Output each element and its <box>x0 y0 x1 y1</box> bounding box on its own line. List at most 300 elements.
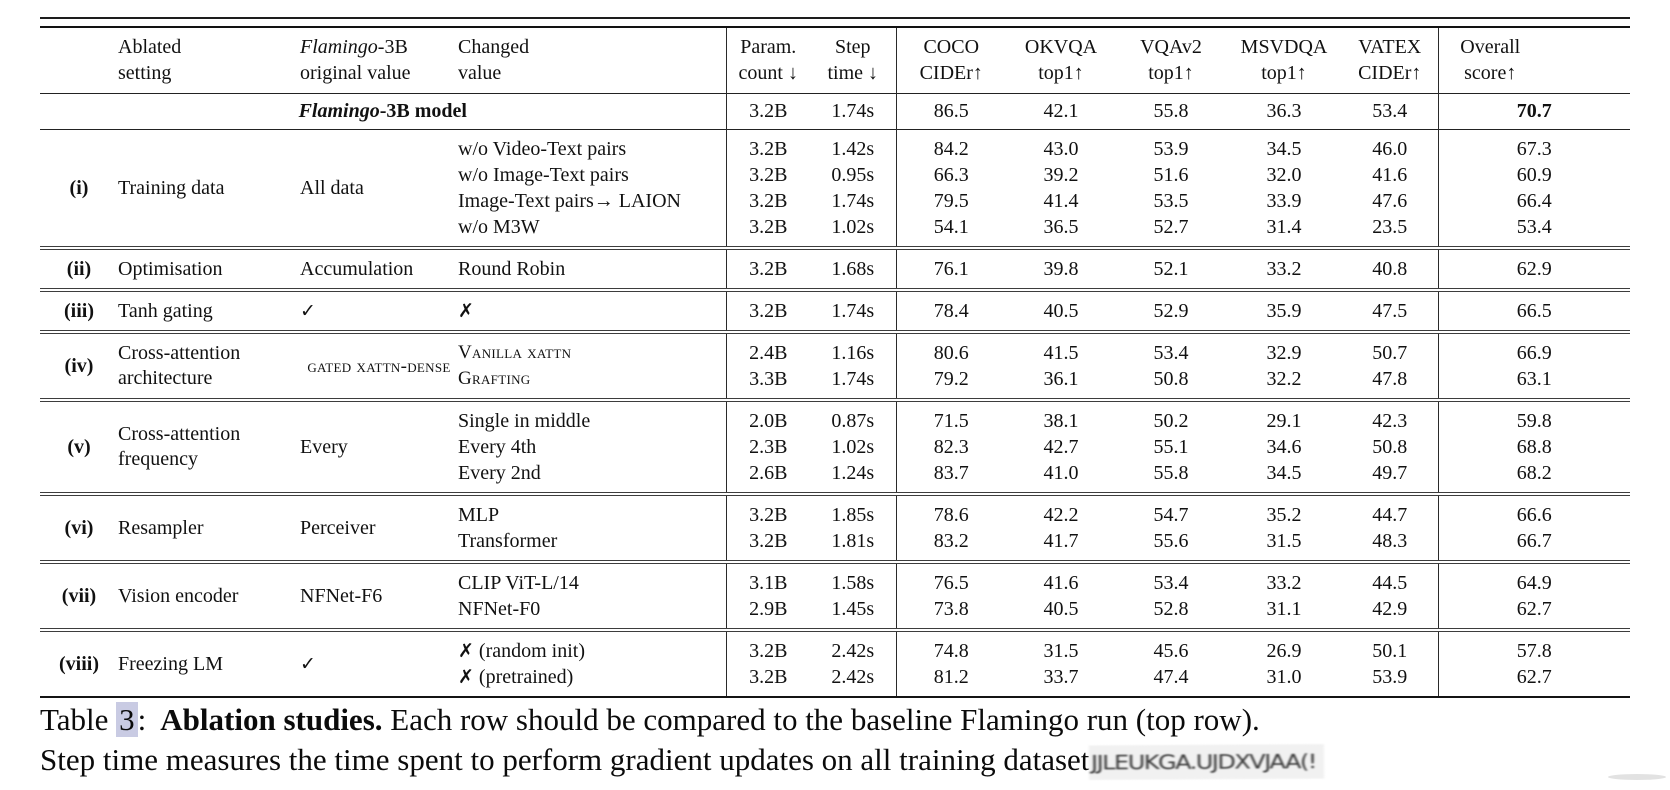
metric-value: 50.7 <box>1372 342 1408 364</box>
metric-value: 52.8 <box>1153 598 1189 620</box>
metric-value: 33.7 <box>1043 666 1079 688</box>
baseline-param: 3.2B <box>726 94 810 130</box>
cell-vatex <box>1342 332 1438 400</box>
header-line: Step <box>834 36 871 58</box>
metric-value: 39.8 <box>1043 258 1079 280</box>
metric-value: 40.5 <box>1043 300 1079 322</box>
cell-original: Perceiver <box>300 516 376 539</box>
metric-value: 76.5 <box>933 572 969 594</box>
caption-text-1: Each row should be compared to the baseline Flamingo run (top row). <box>390 702 1260 737</box>
metric-value: 81.2 <box>933 666 969 688</box>
metric-value: 48.3 <box>1372 530 1408 552</box>
section-row <box>40 400 1630 494</box>
caption-line-1 <box>40 700 1650 740</box>
cell-index: (vii) <box>61 584 97 607</box>
cell-msvdqa <box>1226 332 1342 400</box>
metric-value: 50.2 <box>1153 410 1189 432</box>
baseline-row <box>40 94 1630 130</box>
metric-value: 2.42s <box>831 666 875 688</box>
section-row <box>40 562 1630 630</box>
metric-value: 41.6 <box>1372 164 1408 186</box>
cell-step <box>810 290 896 332</box>
metric-value: 32.9 <box>1266 342 1302 364</box>
metric-value: 2.3B <box>749 436 788 458</box>
cell-okvqa <box>1006 332 1116 400</box>
cell-changed <box>458 248 726 290</box>
changed-value: Round Robin <box>458 258 566 280</box>
changed-value: Transformer <box>458 530 558 552</box>
metric-value: 41.4 <box>1043 190 1079 212</box>
cell-overall <box>1438 290 1630 332</box>
changed-value: CLIP ViT-L/14 <box>458 572 579 594</box>
metric-value: 66.3 <box>933 164 969 186</box>
metric-value: 3.2B <box>749 504 788 526</box>
cell-changed <box>458 290 726 332</box>
section-(iii) <box>40 290 1630 332</box>
cell-overall <box>1438 630 1630 696</box>
metric-value: 0.95s <box>831 164 875 186</box>
metric-value: 55.8 <box>1153 462 1189 484</box>
metric-value: 53.5 <box>1153 190 1189 212</box>
metric-value: 3.2B <box>749 258 788 280</box>
metric-value: 3.2B <box>749 530 788 552</box>
overall-value: 62.7 <box>1516 598 1552 620</box>
header-line: score↑ <box>1464 62 1517 84</box>
metric-value: 1.02s <box>831 216 875 238</box>
header-param <box>726 28 810 94</box>
baseline-body <box>40 94 1630 130</box>
metric-value: 41.6 <box>1043 572 1079 594</box>
metric-value: 31.5 <box>1266 530 1302 552</box>
overall-value: 59.8 <box>1516 410 1552 432</box>
changed-value: Every 2nd <box>458 462 541 484</box>
metric-value: 1.81s <box>831 530 875 552</box>
metric-value: 40.5 <box>1043 598 1079 620</box>
changed-value: Image-Text pairs→ LAION <box>458 190 681 212</box>
section-row <box>40 290 1630 332</box>
cell-step <box>810 130 896 249</box>
changed-value: w/o Video-Text pairs <box>458 138 627 160</box>
cross-icon: ✗ <box>458 300 474 322</box>
metric-value: 53.4 <box>1153 342 1189 364</box>
metric-value: 1.16s <box>831 342 875 364</box>
caption-table-word: Table <box>40 702 109 737</box>
section-(i) <box>40 130 1630 249</box>
cell-okvqa <box>1006 494 1116 562</box>
cell-setting: Vision encoder <box>118 584 239 607</box>
metric-value: 53.9 <box>1372 666 1408 688</box>
cell-step <box>810 494 896 562</box>
header-line: time ↓ <box>827 62 879 84</box>
metric-value: 71.5 <box>933 410 969 432</box>
changed-value: MLP <box>458 504 500 526</box>
header-original <box>300 28 458 94</box>
section-row <box>40 130 1630 249</box>
section-(vii) <box>40 562 1630 630</box>
header-line: COCO <box>923 36 980 58</box>
header-line: setting <box>118 62 172 84</box>
header-vqav2 <box>1116 28 1226 94</box>
metric-value: 82.3 <box>933 436 969 458</box>
cell-index: (i) <box>69 176 89 199</box>
section-(iv) <box>40 332 1630 400</box>
cell-setting: Tanh gating <box>118 299 213 322</box>
metric-value: 54.1 <box>933 216 969 238</box>
metric-value: 41.0 <box>1043 462 1079 484</box>
cell-index: (viii) <box>59 652 99 675</box>
overall-value: 62.9 <box>1516 258 1552 280</box>
overall-value: 64.9 <box>1516 572 1552 594</box>
metric-value: 44.5 <box>1372 572 1408 594</box>
overall-value: 67.3 <box>1516 138 1552 160</box>
metric-value: 83.2 <box>933 530 969 552</box>
header-msvdqa <box>1226 28 1342 94</box>
metric-value: 45.6 <box>1153 640 1189 662</box>
ablation-table <box>40 28 1630 696</box>
caption-line-2 <box>40 740 1650 783</box>
cell-vatex <box>1342 290 1438 332</box>
cell-param <box>726 494 810 562</box>
changed-value: w/o Image-Text pairs <box>458 164 629 186</box>
metric-value: 40.8 <box>1372 258 1408 280</box>
metric-value: 38.1 <box>1043 410 1079 432</box>
cell-vatex <box>1342 494 1438 562</box>
caption-separator: : <box>137 702 147 737</box>
header-okvqa <box>1006 28 1116 94</box>
metric-value: 1.45s <box>831 598 875 620</box>
cell-param <box>726 400 810 494</box>
cell-index: (vi) <box>64 516 94 539</box>
cell-coco <box>896 494 1006 562</box>
cell-original: gated xattn-dense <box>307 355 451 377</box>
cell-overall <box>1438 400 1630 494</box>
cell-coco <box>896 332 1006 400</box>
metric-value: 1.85s <box>831 504 875 526</box>
metric-value: 23.5 <box>1372 216 1408 238</box>
cell-param <box>726 130 810 249</box>
metric-value: 76.1 <box>933 258 969 280</box>
header-changed <box>458 28 726 94</box>
metric-value: 1.74s <box>831 368 875 390</box>
metric-value: 49.7 <box>1372 462 1408 484</box>
metric-value: 1.24s <box>831 462 875 484</box>
cell-overall <box>1438 332 1630 400</box>
metric-value: 2.6B <box>749 462 788 484</box>
header-line: Overall <box>1460 36 1521 58</box>
cell-msvdqa <box>1226 400 1342 494</box>
metric-value: 50.8 <box>1372 436 1408 458</box>
cell-vqav2 <box>1116 332 1226 400</box>
compression-artifact: JJLEUKGA.UJDXVJAA(! <box>1089 744 1324 780</box>
metric-value: 35.2 <box>1266 504 1302 526</box>
section-(v) <box>40 400 1630 494</box>
table-number-link[interactable]: 3 <box>116 702 138 737</box>
metric-value: 51.6 <box>1153 164 1189 186</box>
section-row <box>40 630 1630 696</box>
metric-value: 42.7 <box>1043 436 1079 458</box>
metric-value: 50.1 <box>1372 640 1408 662</box>
cell-coco <box>896 400 1006 494</box>
cell-overall <box>1438 562 1630 630</box>
metric-value: 34.6 <box>1266 436 1302 458</box>
header-setting <box>118 28 300 94</box>
cell-vqav2 <box>1116 130 1226 249</box>
baseline-vatex: 53.4 <box>1372 100 1408 122</box>
overall-value: 60.9 <box>1516 164 1552 186</box>
cell-vqav2 <box>1116 400 1226 494</box>
metric-value: 3.2B <box>749 164 788 186</box>
cell-vqav2 <box>1116 630 1226 696</box>
header-line: top1↑ <box>1261 62 1307 84</box>
cell-step <box>810 562 896 630</box>
cell-setting: Training data <box>118 176 225 199</box>
header-line: CIDEr↑ <box>1358 62 1422 84</box>
overall-value: 66.6 <box>1516 504 1552 526</box>
metric-value: 47.8 <box>1372 368 1408 390</box>
cell-msvdqa <box>1226 630 1342 696</box>
cell-msvdqa <box>1226 130 1342 249</box>
changed-value: Vanilla xattn <box>458 342 572 363</box>
section-(ii) <box>40 248 1630 290</box>
cell-changed <box>458 630 726 696</box>
check-icon: ✓ <box>300 652 316 675</box>
baseline-vqav2: 55.8 <box>1153 100 1189 122</box>
header-line: top1↑ <box>1038 62 1084 84</box>
metric-value: 33.2 <box>1266 572 1302 594</box>
header-idx <box>40 28 118 94</box>
overall-value: 57.8 <box>1516 640 1552 662</box>
cell-vatex <box>1342 400 1438 494</box>
metric-value: 42.3 <box>1372 410 1408 432</box>
metric-value: 55.6 <box>1153 530 1189 552</box>
changed-value: NFNet-F0 <box>458 598 541 620</box>
section-(viii) <box>40 630 1630 696</box>
metric-value: 31.4 <box>1266 216 1302 238</box>
cell-vatex <box>1342 562 1438 630</box>
cell-okvqa <box>1006 130 1116 249</box>
metric-value: 41.5 <box>1043 342 1079 364</box>
cell-vatex <box>1342 130 1438 249</box>
cell-vatex <box>1342 630 1438 696</box>
cell-original: Accumulation <box>300 257 414 280</box>
metric-value: 53.4 <box>1153 572 1189 594</box>
cell-coco <box>896 290 1006 332</box>
metric-value: 41.7 <box>1043 530 1079 552</box>
metric-value: 55.1 <box>1153 436 1189 458</box>
cell-param <box>726 630 810 696</box>
table-bottom-rule <box>40 696 1630 698</box>
cell-original <box>300 290 458 332</box>
baseline-coco: 86.5 <box>896 94 1006 130</box>
metric-value: 0.87s <box>831 410 875 432</box>
cell-index: (iv) <box>64 354 94 377</box>
overall-value: 63.1 <box>1516 368 1552 390</box>
metric-value: 3.2B <box>749 300 788 322</box>
header-line: top1↑ <box>1148 62 1194 84</box>
metric-value: 46.0 <box>1372 138 1408 160</box>
metric-value: 3.2B <box>749 190 788 212</box>
overall-value: 53.4 <box>1516 216 1552 238</box>
metric-value: 50.8 <box>1153 368 1189 390</box>
metric-value: 54.7 <box>1153 504 1189 526</box>
cell-overall <box>1438 130 1630 249</box>
cell-overall <box>1438 494 1630 562</box>
metric-value: 1.02s <box>831 436 875 458</box>
metric-value: 2.9B <box>749 598 788 620</box>
metric-value: 2.4B <box>749 342 788 364</box>
metric-value: 33.2 <box>1266 258 1302 280</box>
header-line: Ablated <box>118 36 182 58</box>
metric-value: 3.2B <box>749 640 788 662</box>
metric-value: 47.4 <box>1153 666 1189 688</box>
metric-value: 35.9 <box>1266 300 1302 322</box>
cell-param <box>726 332 810 400</box>
smudge-artifact <box>1608 774 1666 780</box>
cross-icon: ✗ <box>458 640 474 662</box>
section-(vi) <box>40 494 1630 562</box>
metric-value: 53.9 <box>1153 138 1189 160</box>
header-line: VATEX <box>1358 36 1422 58</box>
cell-original: Every <box>300 435 348 458</box>
metric-value: 44.7 <box>1372 504 1408 526</box>
metric-value: 1.42s <box>831 138 875 160</box>
baseline-okvqa: 42.1 <box>1043 100 1079 122</box>
metric-value: 42.9 <box>1372 598 1408 620</box>
metric-value: 80.6 <box>933 342 969 364</box>
section-row <box>40 494 1630 562</box>
baseline-msvdqa: 36.3 <box>1266 100 1302 122</box>
cell-index: (ii) <box>66 257 92 280</box>
header-line: CIDEr↑ <box>919 62 983 84</box>
overall-value: 66.7 <box>1516 530 1552 552</box>
header-line: Flamingo-3B <box>300 36 408 58</box>
cell-setting: Cross-attention architecture <box>118 342 241 389</box>
metric-value: 2.42s <box>831 640 875 662</box>
cell-changed <box>458 400 726 494</box>
metric-value: 1.68s <box>831 258 875 280</box>
changed-value: ✗ (random init) <box>458 640 586 662</box>
cell-param <box>726 562 810 630</box>
cell-vqav2 <box>1116 562 1226 630</box>
cell-vatex <box>1342 248 1438 290</box>
cell-coco <box>896 248 1006 290</box>
cell-param <box>726 248 810 290</box>
metric-value: 3.2B <box>749 138 788 160</box>
header-line: Param. <box>740 36 797 58</box>
baseline-step: 1.74s <box>831 100 875 122</box>
metric-value: 32.2 <box>1266 368 1302 390</box>
overall-value: 66.9 <box>1516 342 1552 364</box>
baseline-label: Flamingo-3B model <box>298 100 467 122</box>
metric-value: 3.2B <box>749 216 788 238</box>
metric-value: 2.0B <box>749 410 788 432</box>
metric-value: 52.7 <box>1153 216 1189 238</box>
cell-changed <box>458 130 726 249</box>
cell-msvdqa <box>1226 562 1342 630</box>
cell-okvqa <box>1006 562 1116 630</box>
cell-vqav2 <box>1116 248 1226 290</box>
cross-icon: ✗ <box>458 666 474 688</box>
metric-value: 47.5 <box>1372 300 1408 322</box>
cell-vqav2 <box>1116 494 1226 562</box>
cell-msvdqa <box>1226 494 1342 562</box>
caption-heading: Ablation studies. <box>160 702 383 737</box>
overall-value: 68.2 <box>1516 462 1552 484</box>
header-line: original value <box>300 62 411 84</box>
overall-value: 62.7 <box>1516 666 1552 688</box>
metric-value: 78.6 <box>933 504 969 526</box>
header-overall <box>1438 28 1630 94</box>
cell-original: All data <box>300 176 364 199</box>
header-row <box>40 28 1630 94</box>
metric-value: 47.6 <box>1372 190 1408 212</box>
overall-value: 66.4 <box>1516 190 1552 212</box>
metric-value: 31.0 <box>1266 666 1302 688</box>
metric-value: 31.5 <box>1043 640 1079 662</box>
metric-value: 74.8 <box>933 640 969 662</box>
section-row <box>40 332 1630 400</box>
metric-value: 52.9 <box>1153 300 1189 322</box>
cell-coco <box>896 130 1006 249</box>
cell-index: (v) <box>67 435 91 458</box>
header-line: MSVDQA <box>1240 36 1328 58</box>
metric-value: 73.8 <box>933 598 969 620</box>
cell-okvqa <box>1006 248 1116 290</box>
cell-setting: Resampler <box>118 516 204 539</box>
metric-value: 34.5 <box>1266 138 1302 160</box>
metric-value: 32.0 <box>1266 164 1302 186</box>
metric-value: 42.2 <box>1043 504 1079 526</box>
overall-value: 68.8 <box>1516 436 1552 458</box>
header-line: value <box>458 62 502 84</box>
metric-value: 36.5 <box>1043 216 1079 238</box>
metric-value: 26.9 <box>1266 640 1302 662</box>
table-caption <box>40 700 1650 783</box>
cell-coco <box>896 562 1006 630</box>
header-line: Changed <box>458 36 530 58</box>
cell-original <box>300 630 458 696</box>
cell-okvqa <box>1006 630 1116 696</box>
metric-value: 31.1 <box>1266 598 1302 620</box>
metric-value: 1.74s <box>831 190 875 212</box>
metric-value: 3.2B <box>749 666 788 688</box>
metric-value: 83.7 <box>933 462 969 484</box>
header-line: OKVQA <box>1024 36 1098 58</box>
metric-value: 84.2 <box>933 138 969 160</box>
baseline-overall: 70.7 <box>1438 94 1630 130</box>
metric-value: 1.58s <box>831 572 875 594</box>
overall-value: 66.5 <box>1516 300 1552 322</box>
cell-step <box>810 332 896 400</box>
cell-index: (iii) <box>64 299 94 322</box>
cell-changed <box>458 494 726 562</box>
cell-changed <box>458 562 726 630</box>
header-vatex <box>1342 28 1438 94</box>
changed-value <box>458 298 726 324</box>
metric-value: 3.3B <box>749 368 788 390</box>
cell-coco <box>896 630 1006 696</box>
metric-value: 39.2 <box>1043 164 1079 186</box>
cell-step <box>810 400 896 494</box>
table-header <box>40 28 1630 94</box>
cell-param <box>726 290 810 332</box>
changed-value: Single in middle <box>458 410 591 432</box>
caption-text-2: Step time measures the time spent to perform gradient updates on all training dataset <box>40 742 1090 777</box>
metric-value: 29.1 <box>1266 410 1302 432</box>
header-step <box>810 28 896 94</box>
header-coco <box>896 28 1006 94</box>
cell-step <box>810 630 896 696</box>
